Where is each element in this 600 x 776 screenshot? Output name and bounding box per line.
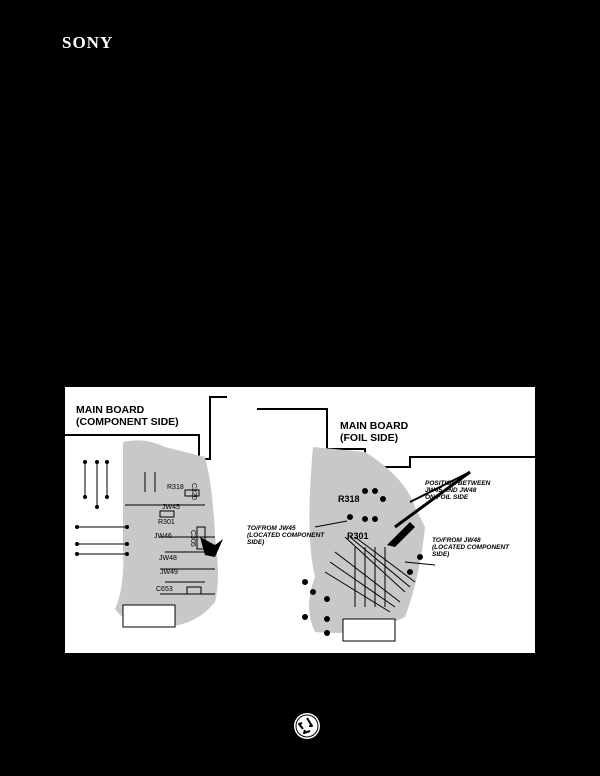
left-c653-label: C653 <box>156 586 173 593</box>
left-board-title: MAIN BOARD (COMPONENT SIDE) <box>76 404 179 428</box>
sony-logo: SONY <box>62 33 114 52</box>
recycle-icon <box>293 712 321 740</box>
left-jw45-label: JW45 <box>162 504 180 511</box>
position-note: POSITION BETWEEN JW45 AND JW48 ON FOIL SIDE <box>425 480 491 502</box>
left-jw48-label: JW48 <box>159 555 177 562</box>
left-r318-label: R318 <box>167 484 184 491</box>
right-board-title: MAIN BOARD (FOIL SIDE) <box>340 420 409 444</box>
left-label-box <box>123 605 175 627</box>
to-from-jw45-note: TO/FROM JW45 (LOCATED COMPONENT SIDE) <box>247 525 325 547</box>
left-jw46-label: JW46 <box>154 533 172 540</box>
right-label-box <box>343 619 395 641</box>
board-diagram <box>65 387 535 653</box>
left-c305-label: C305 <box>189 530 196 547</box>
right-r318-label: R318 <box>338 494 360 504</box>
left-c320-label: C320 <box>190 483 197 500</box>
to-from-jw48-note: TO/FROM JW48 (LOCATED COMPONENT SIDE) <box>432 537 510 559</box>
left-jw49-label: JW49 <box>160 569 178 576</box>
right-r301-label: R301 <box>347 531 369 541</box>
left-r301-label: R301 <box>158 519 175 526</box>
